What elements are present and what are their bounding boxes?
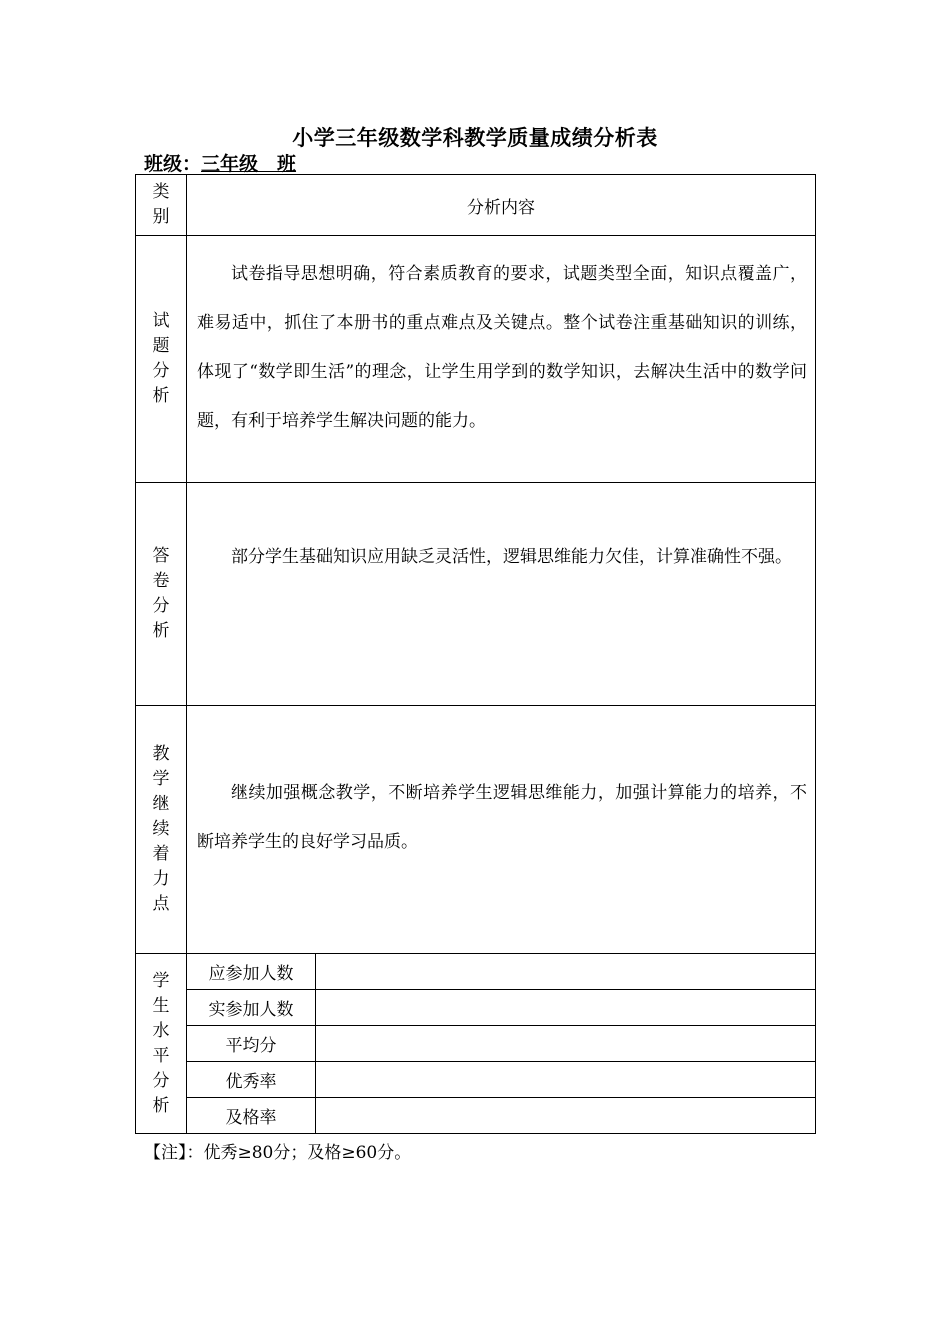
class-line [144, 149, 296, 176]
class-value: 三年级 班 [201, 153, 297, 175]
section-label [136, 706, 187, 954]
label-char: 题 [152, 336, 170, 356]
section-content-cell [187, 483, 816, 706]
section-content-cell [187, 236, 816, 483]
section-text: 继续加强概念教学，不断培养学生逻辑思维能力，加强计算能力的培养，不断培养学生的良好学习品质。 [197, 783, 807, 852]
analysis-table [135, 174, 816, 1134]
student-row-label: 及格率 [187, 1098, 316, 1134]
student-row [136, 1062, 816, 1098]
label-char: 续 [152, 819, 170, 839]
section-row-teaching-focus [136, 706, 816, 954]
label-char: 学 [152, 970, 170, 991]
page-title: 小学三年级数学科教学质量成绩分析表 [292, 126, 658, 150]
label-char: 分 [152, 1070, 170, 1091]
student-row-value [316, 990, 816, 1026]
label-char: 着 [152, 844, 170, 864]
student-row-label: 实参加人数 [187, 990, 316, 1026]
category-char: 别 [152, 207, 170, 227]
section-text: 部分学生基础知识应用缺乏灵活性，逻辑思维能力欠佳，计算准确性不强。 [231, 547, 792, 567]
label-char: 力 [152, 869, 170, 889]
label-char: 教 [152, 744, 170, 764]
label-char: 卷 [152, 571, 170, 591]
label-char: 平 [152, 1045, 170, 1066]
label-char: 答 [152, 546, 170, 566]
student-row-label: 应参加人数 [187, 954, 316, 990]
label-char: 学 [152, 769, 170, 789]
class-label: 班级： [144, 153, 202, 175]
student-row-value [316, 1062, 816, 1098]
footnote: 【注】：优秀≥80分；及格≥60分。 [144, 1143, 412, 1163]
label-char: 点 [152, 894, 170, 914]
label-char: 析 [152, 1095, 170, 1116]
section-content-cell [187, 706, 816, 954]
student-level-label [136, 954, 187, 1134]
section-row-question-analysis [136, 236, 816, 483]
label-char: 析 [152, 386, 170, 406]
category-header [136, 175, 187, 236]
label-char: 继 [152, 794, 170, 814]
student-row [136, 954, 816, 990]
section-row-answer-analysis [136, 483, 816, 706]
header-row [136, 175, 816, 236]
label-char: 析 [152, 621, 170, 641]
student-row [136, 1026, 816, 1062]
student-row-value [316, 1098, 816, 1134]
section-label [136, 483, 187, 706]
content-header: 分析内容 [187, 175, 816, 236]
section-label [136, 236, 187, 483]
student-row [136, 1098, 816, 1134]
student-row-value [316, 1026, 816, 1062]
student-row [136, 990, 816, 1026]
student-row-label: 优秀率 [187, 1062, 316, 1098]
category-char: 类 [152, 182, 170, 202]
label-char: 分 [152, 361, 170, 381]
student-row-label: 平均分 [187, 1026, 316, 1062]
label-char: 分 [152, 596, 170, 616]
label-char: 水 [152, 1020, 170, 1041]
label-char: 生 [152, 995, 170, 1016]
label-char: 试 [152, 311, 170, 331]
student-row-value [316, 954, 816, 990]
section-text: 试卷指导思想明确，符合素质教育的要求，试题类型全面，知识点覆盖广，难易适中，抓住了本册书的重点难点及关键点。整个试卷注重基础知识的训练，体现了“数学即生活”的理念，让学生用学到的数学知识，去解决生活中的数学问题，有利于培养学生解决问题的能力。 [197, 264, 807, 431]
